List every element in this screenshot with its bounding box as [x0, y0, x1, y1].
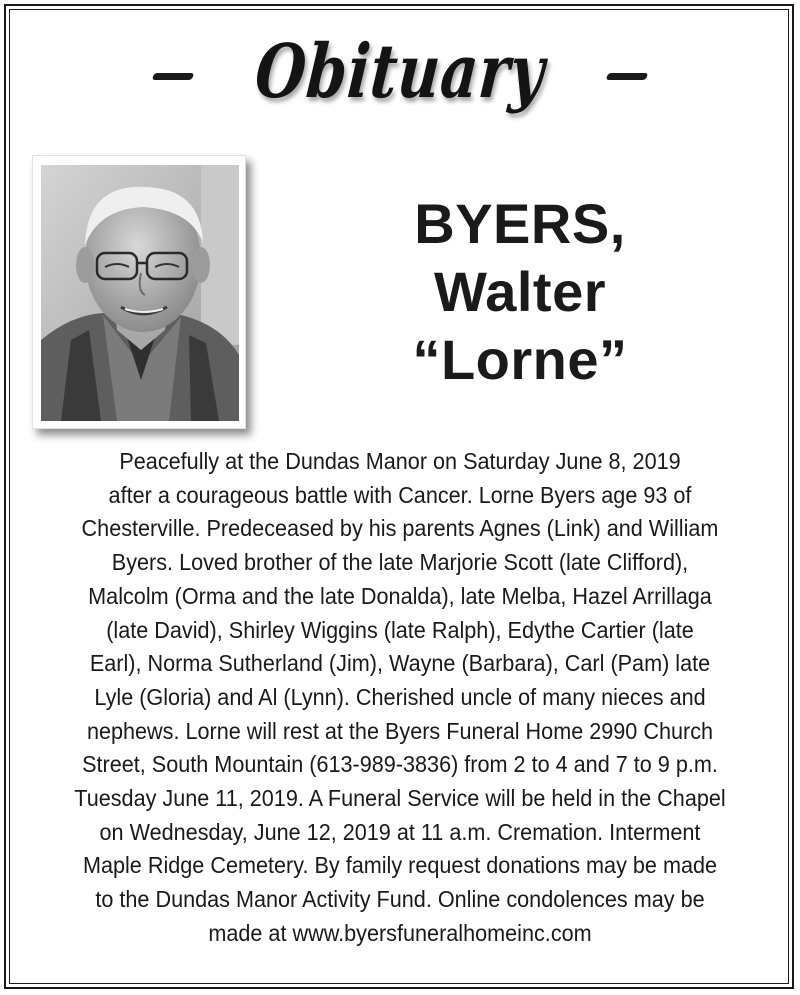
body-line: nephews. Lorne will rest at the Byers Funeral Home 2990 Church	[86, 717, 714, 744]
body-line: Tuesday June 11, 2019. A Funeral Service will be held in the Chapel	[74, 785, 726, 812]
obituary-body	[52, 445, 748, 951]
portrait-image	[41, 165, 239, 421]
body-line: Chesterville. Predeceased by his parents Agnes (Link) and William	[81, 515, 719, 542]
body-line: Street, South Mountain (613-989-3836) from 2 to 4 and 7 to 9 p.m.	[82, 751, 718, 778]
portrait-photo	[41, 165, 239, 421]
body-line: Malcolm (Orma and the late Donalda), late Melba, Hazel Arrillaga	[88, 582, 712, 609]
body-line: made at www.byersfuneralhomeinc.com	[208, 919, 592, 946]
body-line: on Wednesday, June 12, 2019 at 11 a.m. Cremation. Interment	[99, 818, 701, 845]
body-line: Lyle (Gloria) and Al (Lynn). Cherished uncle of many nieces and	[94, 683, 706, 710]
page-title: Obituary	[252, 29, 548, 115]
body-line: Peacefully at the Dundas Manor on Saturday June 8, 2019	[119, 448, 681, 474]
surname: BYERS,	[414, 192, 626, 255]
body-line: Maple Ridge Cemetery. By family request donations may be made	[82, 852, 718, 879]
portrait-frame	[32, 155, 246, 429]
given-name: Walter	[433, 260, 607, 323]
nickname: “Lorne”	[412, 328, 628, 391]
body-line: Earl), Norma Sutherland (Jim), Wayne (Barbara), Carl (Pam) late	[89, 650, 711, 677]
body-line: after a courageous battle with Cancer. Lorne Byers age 93 of	[108, 481, 692, 508]
heading-dash-right	[606, 73, 649, 80]
body-line: Byers. Loved brother of the late Marjorie Scott (late Clifford),	[111, 549, 689, 576]
deceased-name	[330, 190, 710, 394]
body-line: (late David), Shirley Wiggins (late Ralph), Edythe Cartier (late	[106, 616, 694, 643]
body-line: to the Dundas Manor Activity Fund. Online condolences may be	[95, 886, 705, 913]
heading-dash-left	[152, 73, 195, 80]
heading-row	[0, 12, 800, 132]
